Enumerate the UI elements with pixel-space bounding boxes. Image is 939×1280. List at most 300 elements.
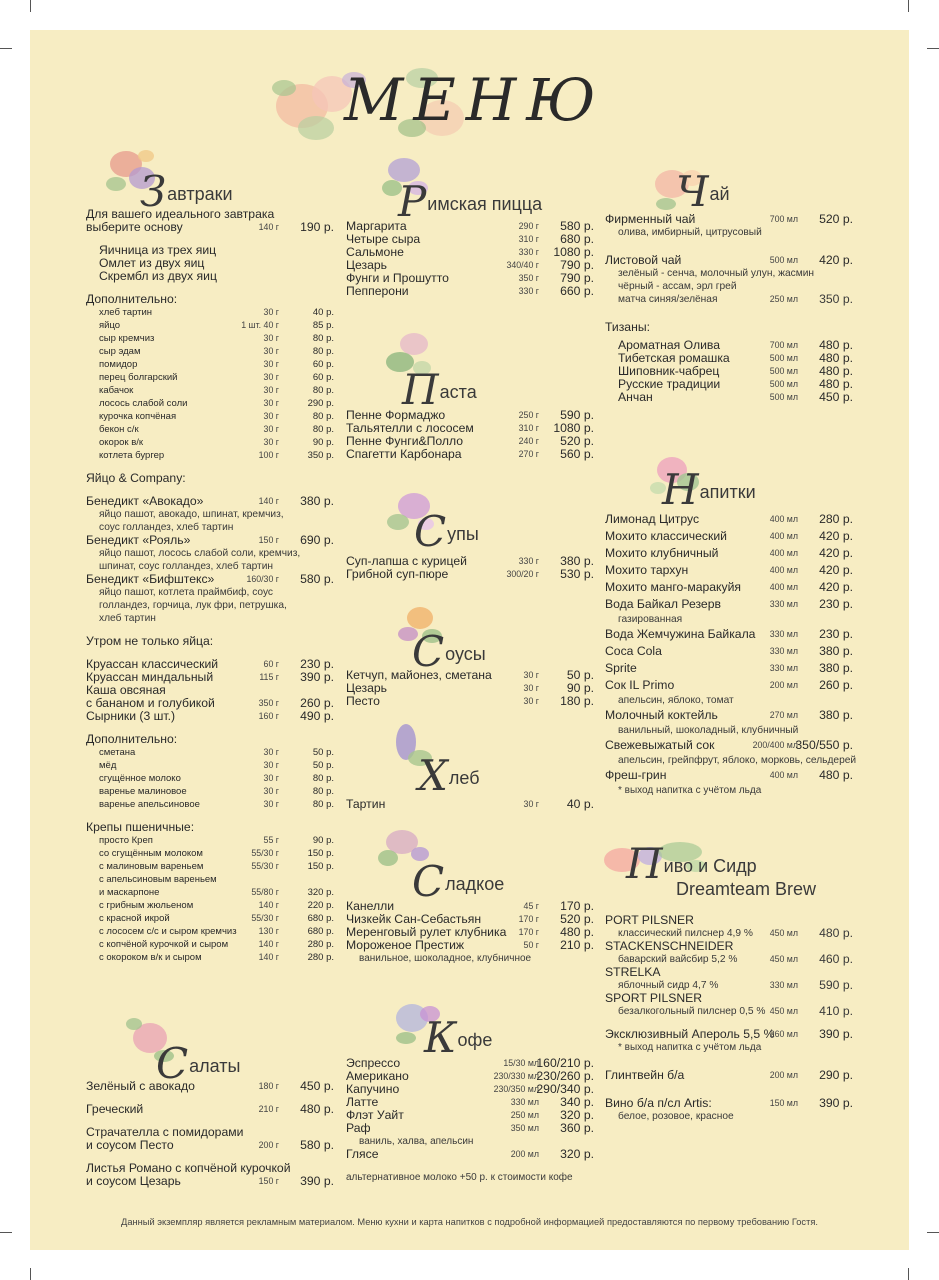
weight: 100 г [258, 450, 279, 460]
item-name: Страчателла с помидорами [86, 1125, 244, 1139]
item-description [605, 613, 853, 626]
price: 380 р. [819, 661, 853, 675]
item-name: Греческий [86, 1102, 144, 1116]
item-name: котлета бургер [99, 450, 165, 461]
price: 80 р. [312, 346, 334, 357]
menu-item [86, 423, 334, 436]
item-description-text: апельсин, грейпфрут, яблоко, морковь, сельдерей [618, 755, 857, 766]
item-name: Спагетти Карбонара [346, 447, 462, 461]
weight: 200 мл [769, 1070, 798, 1080]
price: 480 р. [819, 364, 853, 378]
weight: 130 г [258, 926, 279, 936]
price: 390 р. [300, 670, 334, 684]
weight: 310 г [518, 234, 539, 244]
price: 580 р. [300, 1138, 334, 1152]
pasta-heading [402, 365, 477, 414]
beer-heading-line2: Dreamteam Brew [676, 879, 817, 899]
price: 580 р. [300, 572, 334, 586]
weight: 340/40 г [506, 260, 539, 270]
item-name: Лимонад Цитрус [605, 512, 700, 526]
item-name: Русские традиции [618, 377, 721, 391]
item-description [605, 754, 857, 767]
price: 420 р. [819, 546, 853, 560]
item-name: Свежевыжатый сок [605, 738, 715, 752]
price: 410 р. [819, 1004, 853, 1018]
breakfast-heading-rest: автраки [167, 184, 233, 204]
item-name: Чизкейк Сан-Себастьян [346, 912, 482, 926]
weight: 700 мл [769, 340, 798, 350]
weight: 45 г [523, 901, 539, 911]
note-text: ванильное, шоколадное, клубничное [359, 953, 532, 964]
weight: 160/30 г [246, 574, 279, 584]
price: 150 р. [307, 848, 334, 859]
menu-item [86, 847, 334, 860]
item-name: Сырники (3 шт.) [86, 709, 176, 723]
menu-item [86, 573, 334, 586]
weight: 350 мл [510, 1123, 539, 1133]
menu-item [346, 682, 594, 695]
weight: 330 г [518, 286, 539, 296]
price: 50 р. [312, 760, 334, 771]
price: 280 р. [307, 939, 334, 950]
price: 230 р. [819, 597, 853, 611]
pizza-heading-initial: Р [398, 177, 427, 226]
sauces-list [346, 669, 594, 708]
raf-note [346, 1135, 594, 1148]
item-name: Эксклюзивный Апероль 5,5 % [605, 1027, 775, 1041]
sweets-note [346, 952, 594, 965]
weight: 330 мл [510, 1097, 539, 1107]
weight: 150 мл [769, 1098, 798, 1108]
note-text: ваниль, халва, апельсин [359, 1136, 474, 1147]
menu-item [86, 1175, 334, 1188]
item-description-text: голландез, горчица, лук фри, петрушка, [99, 600, 287, 611]
menu-item [605, 737, 853, 754]
weight: 400 мл [769, 565, 798, 575]
menu-item [346, 695, 594, 708]
item-name: яйцо [99, 320, 121, 331]
menu-item [605, 579, 853, 596]
list-item [86, 270, 334, 283]
item-name: Кетчуп, майонез, сметана [346, 668, 492, 682]
item-name: Песто [346, 694, 380, 708]
price: 80 р. [312, 773, 334, 784]
weight: 50 г [523, 940, 539, 950]
weight: 55 г [263, 835, 279, 845]
weight: 30 г [263, 424, 279, 434]
item-name-line2: и соусом Песто [86, 1138, 174, 1152]
price: 380 р. [560, 554, 594, 568]
item-name: Листья Романо с копчёной курочкой [86, 1161, 291, 1175]
alt-milk-note [346, 1171, 594, 1184]
subsection-label [86, 472, 334, 485]
item-description [605, 694, 853, 707]
item-name: Молочный коктейль [605, 708, 718, 722]
item-name: сметана [99, 747, 136, 758]
note-text: * выход напитка с учётом льда [618, 1042, 762, 1053]
beer-heading-initial: П [626, 839, 663, 888]
weight: 450 мл [769, 928, 798, 938]
item-name: мёд [99, 760, 117, 771]
menu-item [605, 914, 853, 927]
item-note [605, 1041, 853, 1054]
price: 350/550 р. [795, 738, 853, 752]
price: 420 р. [819, 563, 853, 577]
item-name: Цезарь [346, 258, 388, 272]
weight: 300/20 г [506, 569, 539, 579]
weight: 500 мл [769, 366, 798, 376]
item-name: Флэт Уайт [346, 1108, 404, 1122]
price: 480 р. [819, 926, 853, 940]
item-name: с копчёной курочкой и сыром [99, 939, 229, 950]
price: 80 р. [312, 411, 334, 422]
subsection-label-text: Дополнительно: [86, 292, 178, 306]
weight: 260 мл [769, 1029, 798, 1039]
item-name: Пепперони [346, 284, 409, 298]
price: 580 р. [560, 219, 594, 233]
price: 60 р. [312, 359, 334, 370]
price: 350 р. [819, 292, 853, 306]
price: 260 р. [300, 696, 334, 710]
menu-item [605, 596, 853, 613]
weight: 500 мл [769, 255, 798, 265]
price: 290/340 р. [536, 1082, 594, 1096]
subsection-label [605, 321, 853, 334]
menu-item [346, 285, 594, 298]
menu-item [86, 710, 334, 723]
item-name: Мороженое Престиж [346, 938, 465, 952]
item-description [605, 280, 853, 293]
price: 90 р. [312, 437, 334, 448]
soups-heading-rest: упы [447, 524, 479, 544]
item-name: Сок IL Primo [605, 678, 675, 692]
price: 480 р. [819, 768, 853, 782]
item-name: Раф [346, 1121, 371, 1135]
coffee-heading-rest: офе [457, 1030, 493, 1050]
item-name: STACKENSCHNEIDER [605, 939, 734, 953]
price: 160/210 р. [536, 1056, 594, 1070]
page-title: МЕНЮ [344, 66, 606, 134]
item-name: Бенедикт «Авокадо» [86, 494, 204, 508]
soups-list [346, 555, 594, 581]
subsection-label [86, 821, 334, 834]
price: 210 р. [560, 938, 594, 952]
menu-item [86, 449, 334, 462]
sauces-heading [412, 627, 486, 676]
price: 80 р. [312, 786, 334, 797]
price: 90 р. [566, 681, 594, 695]
weight: 160 г [258, 711, 279, 721]
weight: 55/30 г [251, 848, 279, 858]
menu-item [605, 643, 853, 660]
menu-item [346, 798, 594, 811]
menu-item [86, 746, 334, 759]
price: 480 р. [819, 351, 853, 365]
menu-item [86, 886, 334, 899]
coffee-heading [424, 1013, 493, 1062]
weight: 30 г [523, 799, 539, 809]
price: 50 р. [566, 668, 594, 682]
price: 480 р. [819, 377, 853, 391]
menu-item [86, 319, 334, 332]
menu-item [86, 938, 334, 951]
menu-item [86, 345, 334, 358]
weight: 270 г [518, 449, 539, 459]
price: 280 р. [819, 512, 853, 526]
menu-item [605, 1069, 853, 1082]
item-name: с малиновым вареньем [99, 861, 204, 872]
breakfast-intro-text: Для вашего идеального завтрака [86, 207, 275, 221]
menu-item [605, 677, 853, 694]
price: 590 р. [560, 408, 594, 422]
weight: 400 мл [769, 582, 798, 592]
menu-item [346, 1122, 594, 1135]
subsection-label [86, 293, 334, 306]
menu-item [605, 626, 853, 643]
weight: 55/30 г [251, 861, 279, 871]
item-description-text: шпинат, соус голландез, хлеб тартин [99, 561, 274, 572]
weight: 400 мл [769, 531, 798, 541]
weight: 240 г [518, 436, 539, 446]
subsection-label-text: Тизаны: [605, 320, 650, 334]
price: 60 р. [312, 372, 334, 383]
item-name: Вода Жемчужина Байкала [605, 627, 756, 641]
menu-item [605, 940, 853, 953]
item-name: Цезарь [346, 681, 388, 695]
item-name: Капучино [346, 1082, 400, 1096]
breakfast-column [86, 208, 334, 964]
item-name: Анчан [618, 390, 653, 404]
item-description [86, 547, 334, 560]
menu-item [86, 534, 334, 547]
price: 690 р. [300, 533, 334, 547]
weight: 140 г [258, 939, 279, 949]
item-description-text: яйцо пашот, авокадо, шпинат, кремчиз, [99, 509, 284, 520]
tea-list [605, 213, 853, 404]
weight: 310 г [518, 423, 539, 433]
menu-item [605, 254, 853, 267]
item-name: со сгущённым молоком [99, 848, 203, 859]
item-description-text: ванильный, шоколадный, клубничный [618, 725, 799, 736]
weight: 30 г [263, 372, 279, 382]
drinks-heading-initial: Н [662, 465, 699, 514]
price: 480 р. [560, 925, 594, 939]
item-description [86, 508, 334, 521]
price: 340 р. [560, 1095, 594, 1109]
item-description-text: хлеб тартин [99, 613, 156, 624]
menu-item [86, 759, 334, 772]
price: 320 р. [560, 1108, 594, 1122]
item-name: Тартин [346, 797, 386, 811]
weight: 330 мл [769, 599, 798, 609]
price: 280 р. [307, 952, 334, 963]
weight: 230/350 мл [493, 1084, 539, 1094]
item-name: Пенне Фунги&Полло [346, 434, 464, 448]
price: 80 р. [312, 424, 334, 435]
price: 390 р. [819, 1027, 853, 1041]
weight: 30 г [263, 385, 279, 395]
weight: 330 мл [769, 663, 798, 673]
item-name: Маргарита [346, 219, 407, 233]
item-description: яблочный сидр 4,7 % [618, 980, 719, 991]
menu-item [346, 1109, 594, 1122]
subsection-label-text: Дополнительно: [86, 732, 178, 746]
item-description-text: яйцо пашот, лосось слабой соли, кремчиз, [99, 548, 301, 559]
sweets-heading-rest: ладкое [445, 874, 505, 894]
beer-list [605, 914, 853, 1123]
menu-item [86, 1080, 334, 1093]
item-name: с лососем с/с и сыром кремчиз [99, 926, 237, 937]
weight: 30 г [263, 398, 279, 408]
menu-item [605, 528, 853, 545]
item-name-line2: и соусом Цезарь [86, 1174, 181, 1188]
price: 1080 р. [553, 245, 594, 259]
item-name: с апельсиновым вареньем [99, 874, 217, 885]
price: 90 р. [312, 835, 334, 846]
weight: 200 г [258, 1140, 279, 1150]
weight: 150 г [258, 535, 279, 545]
item-description-text: соус голландез, хлеб тартин [99, 522, 234, 533]
breakfast-heading-initial: З [140, 167, 167, 216]
weight: 30 г [263, 346, 279, 356]
weight: 450 мл [769, 954, 798, 964]
coffee-heading-initial: К [424, 1013, 457, 1062]
weight: 500 мл [769, 353, 798, 363]
weight: 55/30 г [251, 913, 279, 923]
price: 790 р. [560, 258, 594, 272]
price: 520 р. [560, 434, 594, 448]
price: 40 р. [312, 307, 334, 318]
menu-item [346, 1083, 594, 1096]
item-name: Меренговый рулет клубника [346, 925, 507, 939]
subsection-label-text: Утром не только яйца: [86, 634, 214, 648]
weight: 350 г [518, 273, 539, 283]
description-text: чёрный - ассам, эрл грей [618, 281, 737, 292]
item-name: хлеб тартин [99, 307, 153, 318]
item-description [605, 1110, 853, 1123]
item-description: безалкогольный пилснер 0,5 % [618, 1006, 766, 1017]
price: 150 р. [307, 861, 334, 872]
menu-item [346, 568, 594, 581]
item-description-text: * выход напитка с учётом льда [618, 785, 762, 796]
item-name: бекон с/к [99, 424, 139, 435]
item-name: Круассан миндальный [86, 670, 214, 684]
item-name: Глинтвейн б/а [605, 1068, 685, 1082]
item-name: с окороком в/к и сыром [99, 952, 202, 963]
item-name: матча синяя/зелёная [618, 294, 718, 305]
weight: 400 мл [769, 770, 798, 780]
menu-item [346, 939, 594, 952]
price: 260 р. [819, 678, 853, 692]
weight: 250 мл [510, 1110, 539, 1120]
item-name: и маскарпоне [99, 887, 160, 898]
price: 170 р. [560, 899, 594, 913]
menu-item [605, 1028, 853, 1041]
weight: 30 г [523, 670, 539, 680]
breakfast-intro-line [86, 221, 334, 234]
price: 790 р. [560, 271, 594, 285]
menu-item [605, 767, 853, 784]
weight: 500 мл [769, 379, 798, 389]
weight: 30 г [523, 683, 539, 693]
weight: 210 г [258, 1104, 279, 1114]
price: 290 р. [307, 398, 334, 409]
item-name: Ароматная Олива [618, 338, 721, 352]
price: 80 р. [312, 799, 334, 810]
subsection-label [86, 733, 334, 746]
menu-item [86, 397, 334, 410]
item-name: Четыре сыра [346, 232, 421, 246]
weight: 200/400 мл [752, 740, 798, 750]
item-name: SPORT PILSNER [605, 991, 703, 1005]
price: 560 р. [560, 447, 594, 461]
menu-item [86, 785, 334, 798]
sweets-list [346, 900, 594, 965]
weight: 60 г [263, 659, 279, 669]
item-name: Мохито классический [605, 529, 727, 543]
menu-item [605, 660, 853, 677]
price: 85 р. [312, 320, 334, 331]
menu-item [605, 992, 853, 1005]
weight: 400 мл [769, 548, 798, 558]
item-name: PORT PILSNER [605, 913, 694, 927]
menu-item [86, 410, 334, 423]
menu-item [605, 511, 853, 528]
weight: 180 г [258, 1081, 279, 1091]
weight: 330 г [518, 247, 539, 257]
item-name: окорок в/к [99, 437, 144, 448]
price: 180 р. [560, 694, 594, 708]
tea-heading-rest: ай [709, 184, 730, 204]
weight: 30 г [263, 333, 279, 343]
item-name: Тибетская ромашка [618, 351, 730, 365]
title-block [272, 58, 652, 148]
price: 50 р. [312, 747, 334, 758]
weight: 450 мл [769, 1006, 798, 1016]
item-name: Эспрессо [346, 1056, 401, 1070]
pizza-heading-rest: имская пицца [427, 194, 543, 214]
item-name: Фреш-грин [605, 768, 667, 782]
price: 40 р. [566, 797, 594, 811]
pizza-list [346, 220, 594, 298]
price: 420 р. [819, 253, 853, 267]
weight: 330 мл [769, 629, 798, 639]
price: 1080 р. [553, 421, 594, 435]
weight: 30 г [263, 747, 279, 757]
price: 230 р. [819, 627, 853, 641]
item-name: Coca Cola [605, 644, 662, 658]
menu-item [86, 358, 334, 371]
salads-list [86, 1080, 334, 1198]
weight: 30 г [263, 437, 279, 447]
coffee-list [346, 1057, 594, 1184]
price: 680 р. [307, 926, 334, 937]
price: 380 р. [300, 494, 334, 508]
sweets-heading-initial: С [412, 857, 445, 906]
pasta-list [346, 409, 594, 461]
sauces-heading-rest: оусы [445, 644, 486, 664]
item-description [605, 784, 853, 797]
item-name: Круассан классический [86, 657, 219, 671]
weight: 140 г [258, 222, 279, 232]
price: 420 р. [819, 580, 853, 594]
price: 590 р. [819, 978, 853, 992]
price: 190 р. [300, 220, 334, 234]
item-description [605, 226, 853, 239]
item-name: Мохито тархун [605, 563, 689, 577]
price: 520 р. [560, 912, 594, 926]
item-description [605, 724, 853, 737]
